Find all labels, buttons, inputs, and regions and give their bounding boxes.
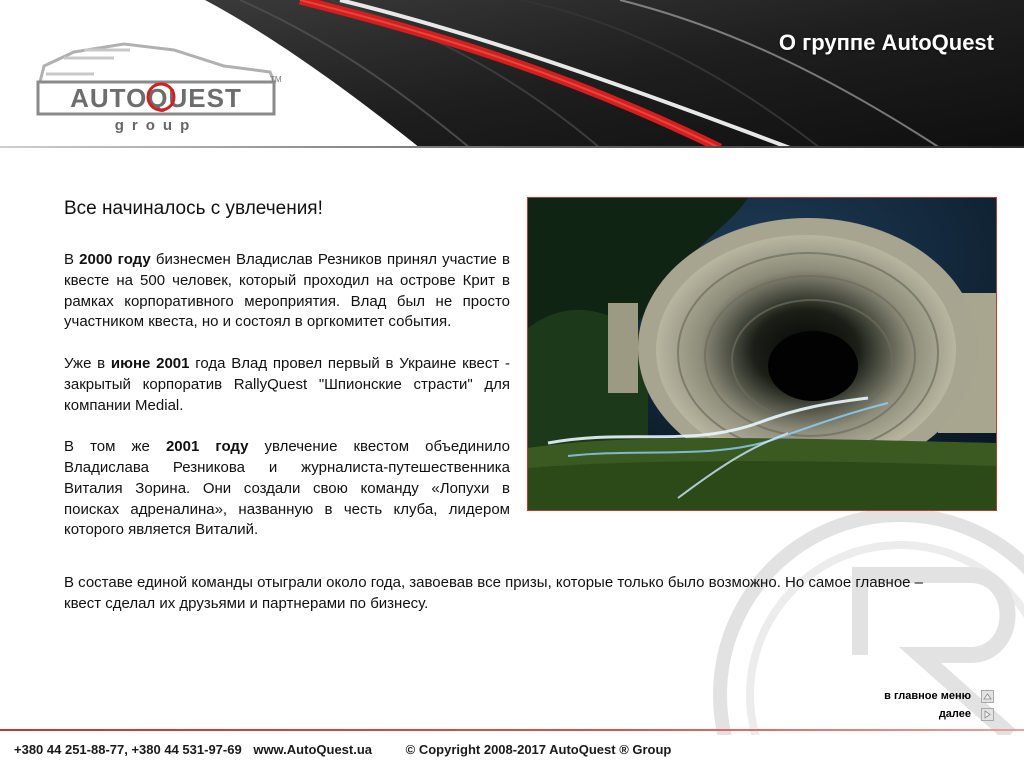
footer-divider: [0, 729, 1024, 731]
next-button[interactable]: [981, 708, 994, 721]
svg-text:group: group: [114, 117, 198, 134]
story-column: [64, 250, 510, 562]
page-title: О группе AutoQuest: [778, 30, 994, 55]
page-footer: [14, 742, 1014, 757]
section-heading: Все начиналось с увлечения!: [64, 198, 323, 219]
paragraph-result: В составе единой команды отыграли около года, завоевав все призы, которые только было возможно. Но самое главное – квест сделал их друзьями и партнерами по бизнесу.: [64, 574, 924, 612]
footer-copyright: © Copyright 2008-2017 AutoQuest ® Group: [405, 742, 672, 757]
home-arrow-icon: [983, 692, 992, 701]
svg-text:AUTOQUEST: AUTOQUEST: [70, 83, 242, 113]
nav-next-row: [884, 705, 994, 723]
next-link[interactable]: далее: [938, 708, 971, 720]
header-divider: [0, 146, 1024, 148]
main-menu-link[interactable]: в главное меню: [884, 690, 971, 702]
paragraph-2001-team: В том же 2001 году увлечение квестом объединило Владислава Резникова и журналиста-путешественника Виталия Зорина. Они создали свою команду «Лопухи в поисках адреналина», названную в честь клуба, лидером которого является Виталий.: [64, 438, 510, 539]
footer-site-link[interactable]: www.AutoQuest.ua: [253, 742, 373, 757]
svg-text:TM: TM: [270, 75, 282, 84]
paragraph-2000: В 2000 году бизнесмен Владислав Резников принял участие в квесте на 500 человек, который проходил на острове Крит в рамках корпоративного мероприятия. Влад был не просто участником квеста, но и состоял в оргкомитет события.: [64, 251, 510, 331]
tunnel-photo: [527, 197, 997, 511]
main-menu-button[interactable]: [981, 690, 994, 703]
next-arrow-icon: [983, 710, 992, 719]
page-header: [0, 0, 1024, 148]
nav-main-menu-row: [884, 687, 994, 705]
footer-phones: +380 44 251-88-77, +380 44 531-97-69: [14, 742, 242, 757]
page-navigation: [884, 687, 994, 723]
paragraph-june-2001: Уже в июне 2001 года Влад провел первый в Украине квест - закрытый корпоратив RallyQuest "Шпионские страсти" для компании Medial.: [64, 354, 510, 414]
autoquest-logo: [34, 38, 284, 134]
